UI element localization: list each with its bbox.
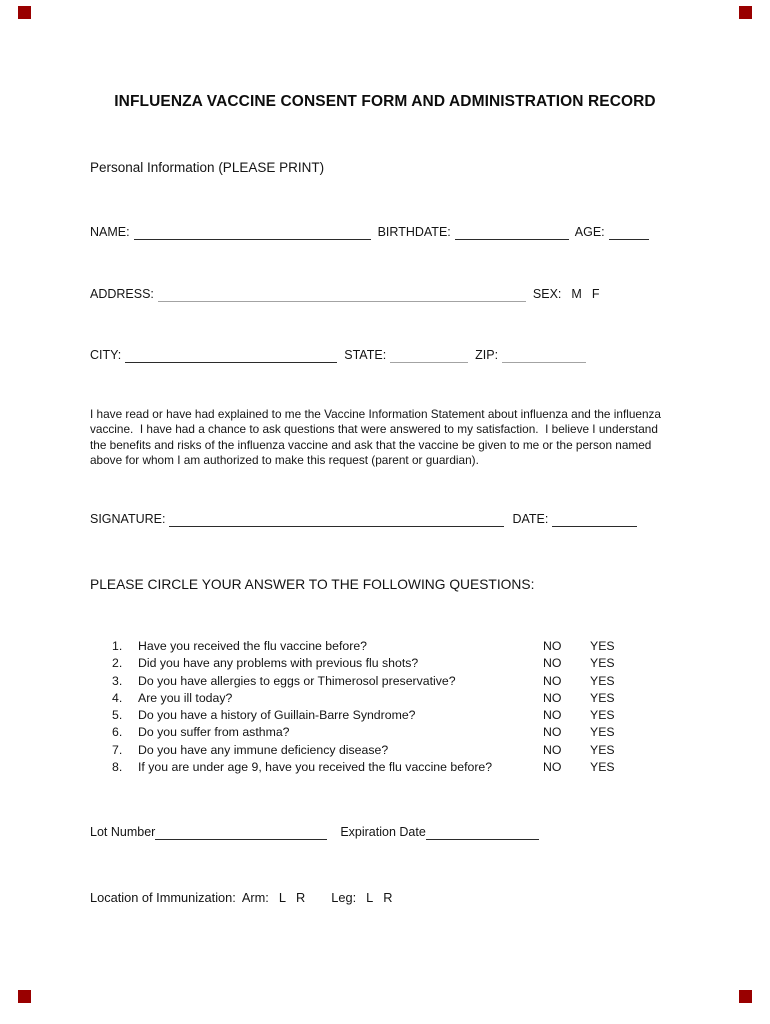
page-title: INFLUENZA VACCINE CONSENT FORM AND ADMINISTRATION RECORD bbox=[114, 93, 656, 110]
state-label: STATE: bbox=[344, 348, 387, 362]
age-label: AGE: bbox=[574, 225, 605, 239]
answer-no[interactable]: NO bbox=[543, 690, 562, 705]
leg-label: Leg: bbox=[331, 890, 357, 905]
zip-label: ZIP: bbox=[475, 348, 499, 362]
answer-yes[interactable]: YES bbox=[590, 656, 615, 671]
corner-registration-mark bbox=[739, 6, 752, 19]
questions-list bbox=[112, 638, 630, 776]
answer-no[interactable]: NO bbox=[543, 708, 562, 723]
date-field[interactable] bbox=[552, 513, 637, 527]
sex-option-male[interactable]: M bbox=[571, 287, 582, 301]
leg-option-right[interactable]: R bbox=[383, 890, 393, 905]
city-field[interactable] bbox=[125, 349, 337, 363]
question-text: If you are under age 9, have you received the flu vaccine before? bbox=[138, 760, 493, 775]
answer-yes[interactable]: YES bbox=[590, 742, 615, 757]
expiration-date-field[interactable] bbox=[426, 826, 539, 840]
answer-no[interactable]: NO bbox=[543, 742, 562, 757]
location-row bbox=[90, 887, 393, 905]
corner-registration-mark bbox=[18, 6, 31, 19]
zip-field[interactable] bbox=[502, 349, 586, 363]
arm-option-right[interactable]: R bbox=[295, 890, 306, 905]
arm-label: Arm: bbox=[241, 890, 269, 905]
question-number: 5. bbox=[112, 708, 123, 723]
question-number: 8. bbox=[112, 760, 123, 775]
birthdate-label: BIRTHDATE: bbox=[377, 225, 451, 239]
question-text: Did you have any problems with previous flu shots? bbox=[138, 656, 419, 671]
lot-row bbox=[90, 822, 539, 840]
personal-information-heading: Personal Information (PLEASE PRINT) bbox=[90, 160, 325, 175]
answer-yes[interactable]: YES bbox=[590, 725, 615, 740]
consent-statement: I have read or have had explained to me the Vaccine Information Statement about influenza and the influenza vaccine. I have had a chance to ask questions that were answered to my satisfaction. I believe I understand the benefits and risks of the influenza vaccine and ask that the vaccine be given to me or the person named above for whom I am authorized to make this request (parent or guardian). bbox=[90, 407, 665, 468]
question-number: 6. bbox=[112, 725, 123, 740]
city-label: CITY: bbox=[90, 348, 122, 362]
birthdate-field[interactable] bbox=[455, 226, 569, 240]
corner-registration-mark bbox=[18, 990, 31, 1003]
question-number: 7. bbox=[112, 742, 123, 757]
name-field[interactable] bbox=[134, 226, 371, 240]
answer-no[interactable]: NO bbox=[543, 673, 562, 688]
answer-yes[interactable]: YES bbox=[590, 690, 615, 705]
age-field[interactable] bbox=[609, 226, 649, 240]
sex-option-female[interactable]: F bbox=[591, 287, 600, 301]
answer-yes[interactable]: YES bbox=[590, 760, 615, 775]
name-label: NAME: bbox=[90, 225, 130, 239]
question-number: 4. bbox=[112, 690, 123, 705]
question-text: Are you ill today? bbox=[138, 690, 233, 705]
question-number: 1. bbox=[112, 639, 123, 653]
arm-option-left[interactable]: L bbox=[278, 890, 286, 905]
address-row bbox=[90, 284, 599, 302]
question-text: Do you have any immune deficiency disease? bbox=[138, 742, 389, 757]
address-label: ADDRESS: bbox=[90, 287, 154, 301]
answer-yes[interactable]: YES bbox=[590, 639, 615, 653]
answer-yes[interactable]: YES bbox=[590, 708, 615, 723]
lot-number-label: Lot Number bbox=[90, 825, 156, 839]
lot-number-field[interactable] bbox=[155, 826, 327, 840]
sex-label: SEX: bbox=[532, 287, 562, 301]
city-row bbox=[90, 345, 586, 363]
answer-no[interactable]: NO bbox=[543, 760, 562, 775]
location-label: Location of Immunization: bbox=[90, 890, 236, 905]
signature-label: SIGNATURE: bbox=[90, 512, 166, 526]
question-number: 3. bbox=[112, 673, 123, 688]
answer-no[interactable]: NO bbox=[543, 639, 562, 653]
signature-field[interactable] bbox=[169, 513, 504, 527]
leg-option-left[interactable]: L bbox=[366, 890, 374, 905]
answer-yes[interactable]: YES bbox=[590, 673, 615, 688]
questions-heading: PLEASE CIRCLE YOUR ANSWER TO THE FOLLOWING QUESTIONS: bbox=[90, 577, 535, 592]
expiration-date-label: Expiration Date bbox=[340, 825, 426, 839]
signature-row bbox=[90, 509, 637, 527]
corner-registration-mark bbox=[739, 990, 752, 1003]
state-field[interactable] bbox=[390, 349, 468, 363]
answer-no[interactable]: NO bbox=[543, 725, 562, 740]
date-label: DATE: bbox=[512, 512, 549, 526]
question-text: Do you have allergies to eggs or Thimerosol preservative? bbox=[138, 673, 456, 688]
answer-no[interactable]: NO bbox=[543, 656, 562, 671]
question-number: 2. bbox=[112, 656, 123, 671]
question-text: Do you suffer from asthma? bbox=[138, 725, 290, 740]
address-field[interactable] bbox=[158, 288, 526, 302]
question-text: Have you received the flu vaccine before? bbox=[138, 639, 367, 653]
name-row bbox=[90, 222, 649, 240]
question-text: Do you have a history of Guillain-Barre Syndrome? bbox=[138, 708, 416, 723]
